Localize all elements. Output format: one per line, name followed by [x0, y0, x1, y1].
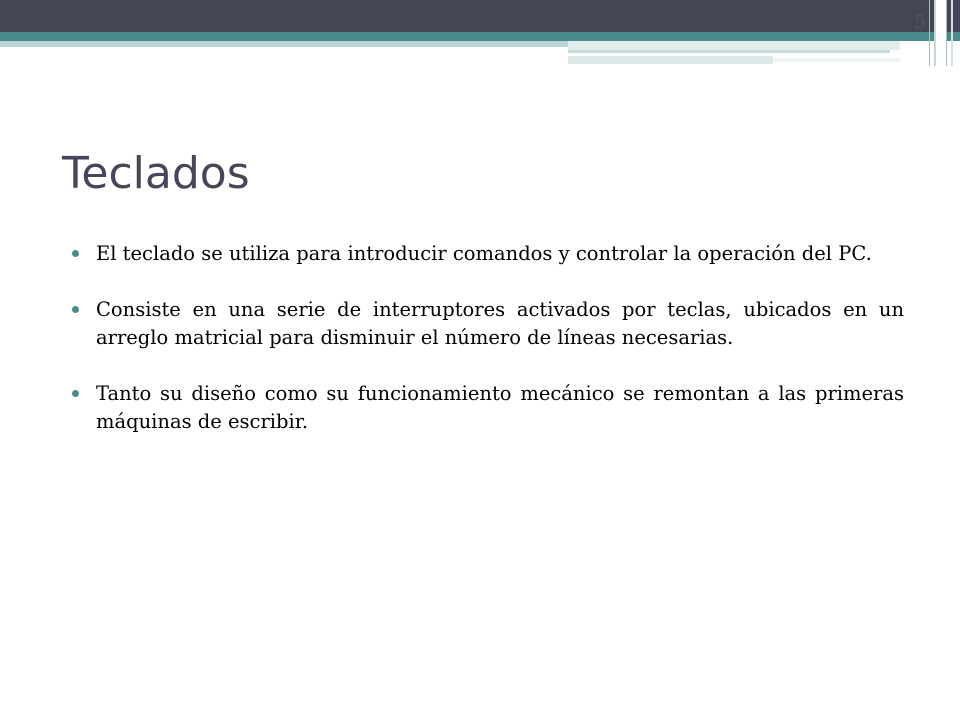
page-number-box [936, 0, 946, 66]
page-number: 5 [914, 12, 926, 33]
bullet-dot-icon [72, 306, 79, 313]
bullet-text: Tanto su diseño como su funcionamiento mecánico se remontan a las primeras máquinas de escribir. [96, 382, 904, 433]
bullet-dot-icon [72, 390, 79, 397]
header-divider-line [951, 0, 953, 66]
bullet-text: Consiste en una serie de interruptores activados por teclas, ubicados en un arreglo matricial para disminuir el número de líneas necesarias. [96, 298, 904, 349]
bullet-item [72, 240, 904, 268]
header-band-teal [0, 32, 960, 41]
header-divider-line [929, 0, 930, 66]
header-stripe [773, 58, 900, 62]
header-divider-line [946, 0, 947, 66]
bullet-item [72, 380, 904, 436]
slide-title: Teclados [62, 148, 250, 199]
header-stripe [568, 41, 900, 50]
bullet-text: El teclado se utiliza para introducir comandos y controlar la operación del PC. [96, 242, 872, 265]
bullet-item [72, 296, 904, 352]
header-band-dark [0, 0, 960, 32]
header-stripe [568, 56, 773, 64]
bullet-list [72, 240, 904, 464]
header-stripe [568, 50, 890, 53]
header-divider-line [934, 0, 936, 66]
header-band-light [0, 41, 568, 47]
bullet-dot-icon [72, 250, 79, 257]
